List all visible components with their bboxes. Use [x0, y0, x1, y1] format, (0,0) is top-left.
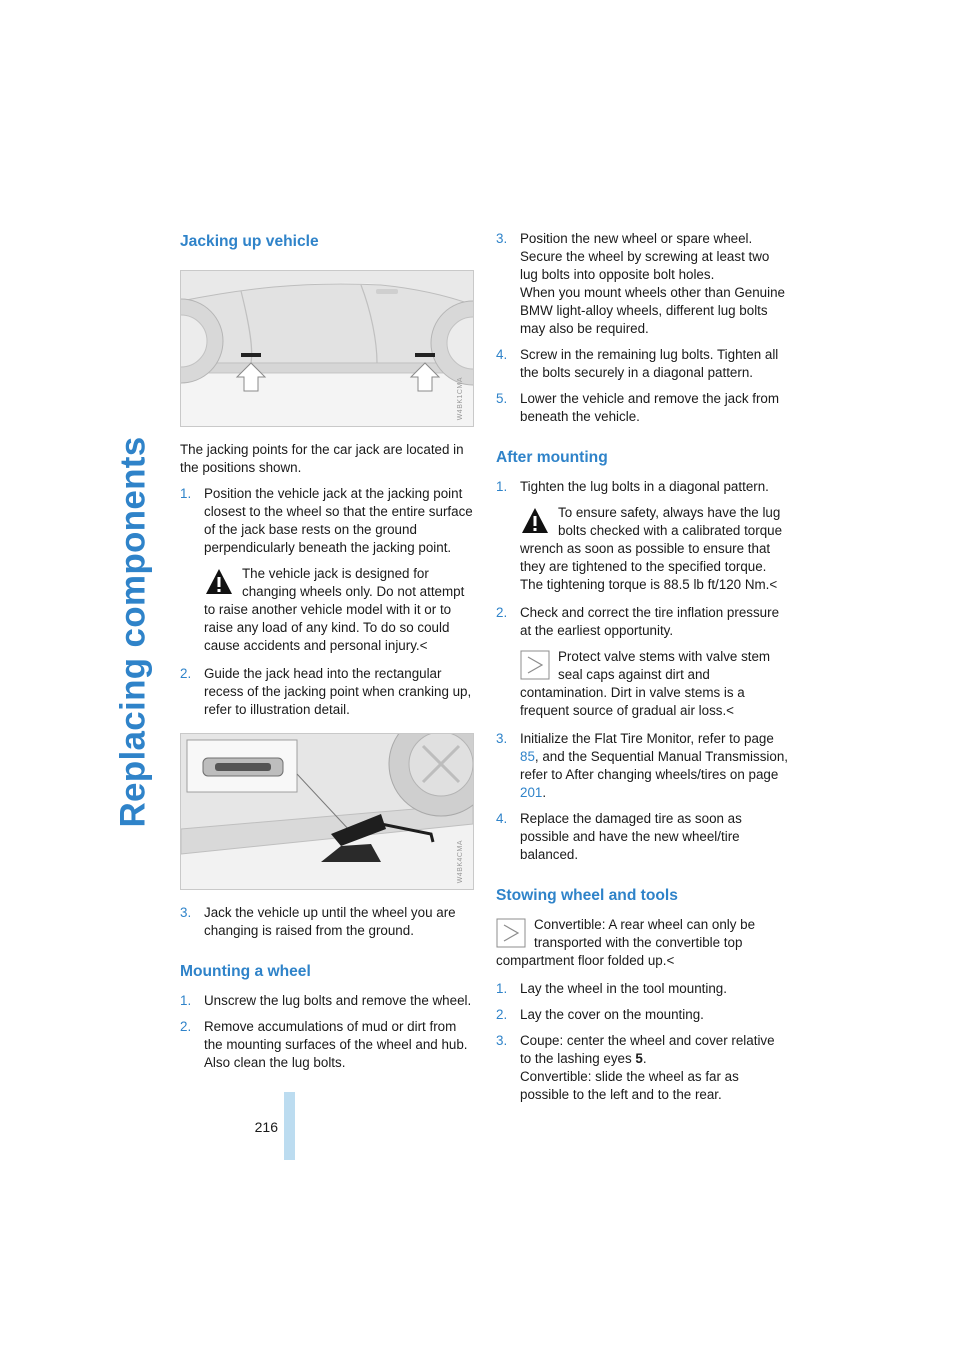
heading-after-mounting: After mounting	[496, 449, 608, 466]
side-section-title	[112, 232, 156, 1032]
info-note: Convertible: A rear wheel can only be transported with the convertible top compartment floor folded up.<	[496, 917, 756, 968]
figure-jacking-points	[180, 270, 474, 427]
list-item: 2. Check and correct the tire inflation pressure at the earliest opportunity.	[496, 605, 780, 638]
info-note: Protect valve stems with valve stem seal caps against dirt and contamination. Dirt in valve stems is a frequent source of gradual air loss.<	[520, 649, 771, 718]
heading-stowing-wheel-and-tools: Stowing wheel and tools	[496, 887, 678, 904]
page-link-201[interactable]: 201	[520, 785, 543, 800]
page-number-bar	[284, 1092, 295, 1160]
warning-triangle-icon	[204, 567, 234, 597]
list-item: 1. Position the vehicle jack at the jacking point closest to the wheel so that the entire surface of the jack base rests on the ground perpendicularly beneath the jacking point.	[180, 486, 473, 555]
list-item: 3. Coupe: center the wheel and cover relative to the lashing eyes 5. Convertible: slide the wheel as far as possible to the left and to the rear.	[496, 1033, 775, 1102]
figure-code: W4BK4CMA	[457, 839, 464, 883]
list-item: 1. Lay the wheel in the tool mounting.	[496, 981, 727, 996]
list-item: 1. Unscrew the lug bolts and remove the wheel.	[180, 993, 472, 1008]
page-number: 216	[254, 1119, 278, 1135]
list-item: 2. Remove accumulations of mud or dirt from the mounting surfaces of the wheel and hub. Also clean the lug bolts.	[180, 1019, 468, 1070]
note-arrow-icon	[520, 650, 550, 680]
list-item: 3. Initialize the Flat Tire Monitor, refer to page 85, and the Sequential Manual Transmission, refer to After changing wheels/tires on page 201.	[496, 731, 788, 800]
list-item: 4. Screw in the remaining lug bolts. Tighten all the bolts securely in a diagonal pattern.	[496, 347, 779, 380]
list-item: 3. Jack the vehicle up until the wheel you are changing is raised from the ground.	[180, 905, 456, 938]
jacking-intro-text: The jacking points for the car jack are located in the positions shown.	[180, 442, 464, 475]
right-column	[496, 230, 789, 1112]
figure-jack-positioning	[180, 733, 474, 890]
warning-triangle-icon	[520, 506, 550, 536]
left-column	[180, 232, 473, 1080]
heading-mounting-a-wheel: Mounting a wheel	[180, 963, 311, 980]
heading-jacking-up-vehicle: Jacking up vehicle	[180, 233, 319, 250]
list-item: 3. Position the new wheel or spare wheel. Secure the wheel by screwing at least two lug bolts into opposite bolt holes. When you mount wheels other than Genuine BMW light-alloy wheels, different lug bolts may also be required.	[496, 231, 786, 336]
list-item: 4. Replace the damaged tire as soon as possible and have the new wheel/tire balanced.	[496, 811, 742, 862]
list-item: 2. Guide the jack head into the rectangular recess of the jacking point when cranking up, refer to illustration detail.	[180, 666, 472, 717]
side-section-title-text: Replacing components	[114, 436, 153, 828]
warning-note: To ensure safety, always have the lug bolts checked with a calibrated torque wrench as soon as possible to ensure that they are tightened to the specified torque. The tightening torque is 88.5 lb ft/120 Nm.<	[520, 505, 783, 592]
list-item: 2. Lay the cover on the mounting.	[496, 1007, 704, 1022]
list-item: 1. Tighten the lug bolts in a diagonal pattern.	[496, 479, 769, 494]
car-side-illustration	[181, 271, 473, 426]
warning-note: The vehicle jack is designed for changing wheels only. Do not attempt to raise another vehicle model with it or to raise any load of any kind. To do so could cause accidents and personal injury.<	[204, 566, 465, 653]
figure-code: W4BK1CMA	[457, 376, 464, 420]
jack-illustration	[181, 734, 473, 889]
list-item: 5. Lower the vehicle and remove the jack from beneath the vehicle.	[496, 391, 780, 424]
note-arrow-icon	[496, 918, 526, 948]
page-link-85[interactable]: 85	[520, 749, 535, 764]
